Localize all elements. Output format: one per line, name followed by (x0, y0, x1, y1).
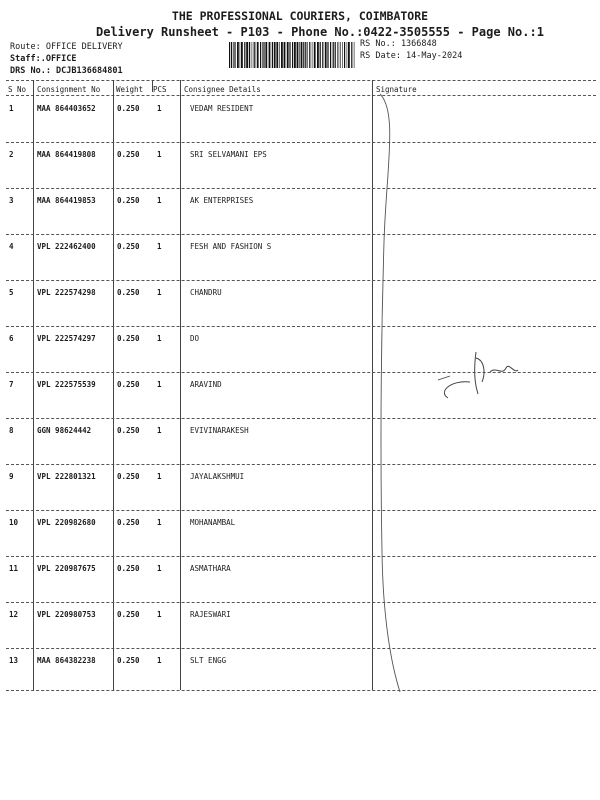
row-weight: 0.250 (117, 334, 140, 343)
row-consignee: AK ENTERPRISES (190, 196, 254, 205)
row-pcs: 1 (157, 380, 162, 389)
row-weight: 0.250 (117, 610, 140, 619)
column-header-pcs: PCS (153, 85, 167, 94)
row-weight: 0.250 (117, 150, 140, 159)
row-sno: 7 (9, 380, 14, 389)
row-consignment-no: VPL 222574298 (37, 288, 96, 297)
row-weight: 0.250 (117, 656, 140, 665)
row-weight: 0.250 (117, 196, 140, 205)
row-sno: 11 (9, 564, 19, 573)
row-pcs: 1 (157, 196, 162, 205)
row-consignee: DO (190, 334, 200, 343)
row-consignee: ARAVIND (190, 380, 222, 389)
column-header-signature: Signature (376, 85, 417, 94)
row-sno: 4 (9, 242, 14, 251)
column-divider (113, 80, 114, 690)
row-pcs: 1 (157, 104, 162, 113)
row-consignment-no: VPL 222575539 (37, 380, 96, 389)
row-consignee: ASMATHARA (190, 564, 231, 573)
row-consignment-no: MAA 864382238 (37, 656, 96, 665)
route-label: Route: OFFICE DELIVERY (10, 42, 123, 52)
handwritten-signature (378, 82, 538, 702)
row-weight: 0.250 (117, 564, 140, 573)
row-consignment-no: MAA 864419808 (37, 150, 96, 159)
row-consignment-no: VPL 222462400 (37, 242, 96, 251)
rs-date: RS Date: 14-May-2024 (360, 51, 463, 61)
row-consignee: VEDAM RESIDENT (190, 104, 254, 113)
drs-number: DRS No.: DCJB136684801 (10, 66, 123, 76)
row-consignment-no: VPL 220982680 (37, 518, 96, 527)
column-header-sno: S No (8, 85, 27, 94)
row-weight: 0.250 (117, 426, 140, 435)
column-header-consignee: Consignee Details (184, 85, 261, 94)
row-pcs: 1 (157, 656, 162, 665)
row-pcs: 1 (157, 518, 162, 527)
row-sno: 10 (9, 518, 19, 527)
row-consignment-no: MAA 864403652 (37, 104, 96, 113)
row-pcs: 1 (157, 334, 162, 343)
row-pcs: 1 (157, 564, 162, 573)
row-consignment-no: VPL 220987675 (37, 564, 96, 573)
row-consignment-no: VPL 220980753 (37, 610, 96, 619)
row-consignee: CHANDRU (190, 288, 222, 297)
row-pcs: 1 (157, 472, 162, 481)
row-sno: 2 (9, 150, 14, 159)
staff-label: Staff:.OFFICE (10, 54, 77, 64)
row-consignee: MOHANAMBAL (190, 518, 236, 527)
row-consignment-no: VPL 222801321 (37, 472, 96, 481)
row-weight: 0.250 (117, 518, 140, 527)
rs-number: RS No.: 1366848 (360, 39, 437, 49)
row-consignment-no: GGN 98624442 (37, 426, 92, 435)
row-weight: 0.250 (117, 288, 140, 297)
row-sno: 12 (9, 610, 19, 619)
row-weight: 0.250 (117, 104, 140, 113)
row-consignment-no: MAA 864419853 (37, 196, 96, 205)
row-pcs: 1 (157, 242, 162, 251)
column-header-weight: Weight (116, 85, 144, 94)
column-header-consignment: Consignment No (37, 85, 101, 94)
row-consignee: SRI SELVAMANI EPS (190, 150, 267, 159)
row-weight: 0.250 (117, 472, 140, 481)
row-sno: 13 (9, 656, 19, 665)
row-consignment-no: VPL 222574297 (37, 334, 96, 343)
row-sno: 5 (9, 288, 14, 297)
column-divider (33, 80, 34, 690)
row-pcs: 1 (157, 150, 162, 159)
row-pcs: 1 (157, 288, 162, 297)
row-consignee: JAYALAKSHMUI (190, 472, 245, 481)
row-sno: 8 (9, 426, 14, 435)
table-top-rule (6, 80, 596, 81)
runsheet-title: Delivery Runsheet - P103 - Phone No.:0422-3505555 - Page No.:1 (96, 25, 544, 39)
row-sno: 6 (9, 334, 14, 343)
row-sno: 9 (9, 472, 14, 481)
barcode-icon (228, 42, 356, 68)
column-divider (180, 80, 181, 690)
row-sno: 3 (9, 196, 14, 205)
row-pcs: 1 (157, 426, 162, 435)
row-weight: 0.250 (117, 380, 140, 389)
row-consignee: RAJESWARI (190, 610, 231, 619)
row-consignee: SLT ENGG (190, 656, 227, 665)
column-divider (372, 80, 373, 690)
row-sno: 1 (9, 104, 14, 113)
row-pcs: 1 (157, 610, 162, 619)
row-consignee: EVIVINARAKESH (190, 426, 249, 435)
row-weight: 0.250 (117, 242, 140, 251)
company-title: THE PROFESSIONAL COURIERS, COIMBATORE (171, 9, 429, 23)
row-consignee: FESH AND FASHION S (190, 242, 272, 251)
